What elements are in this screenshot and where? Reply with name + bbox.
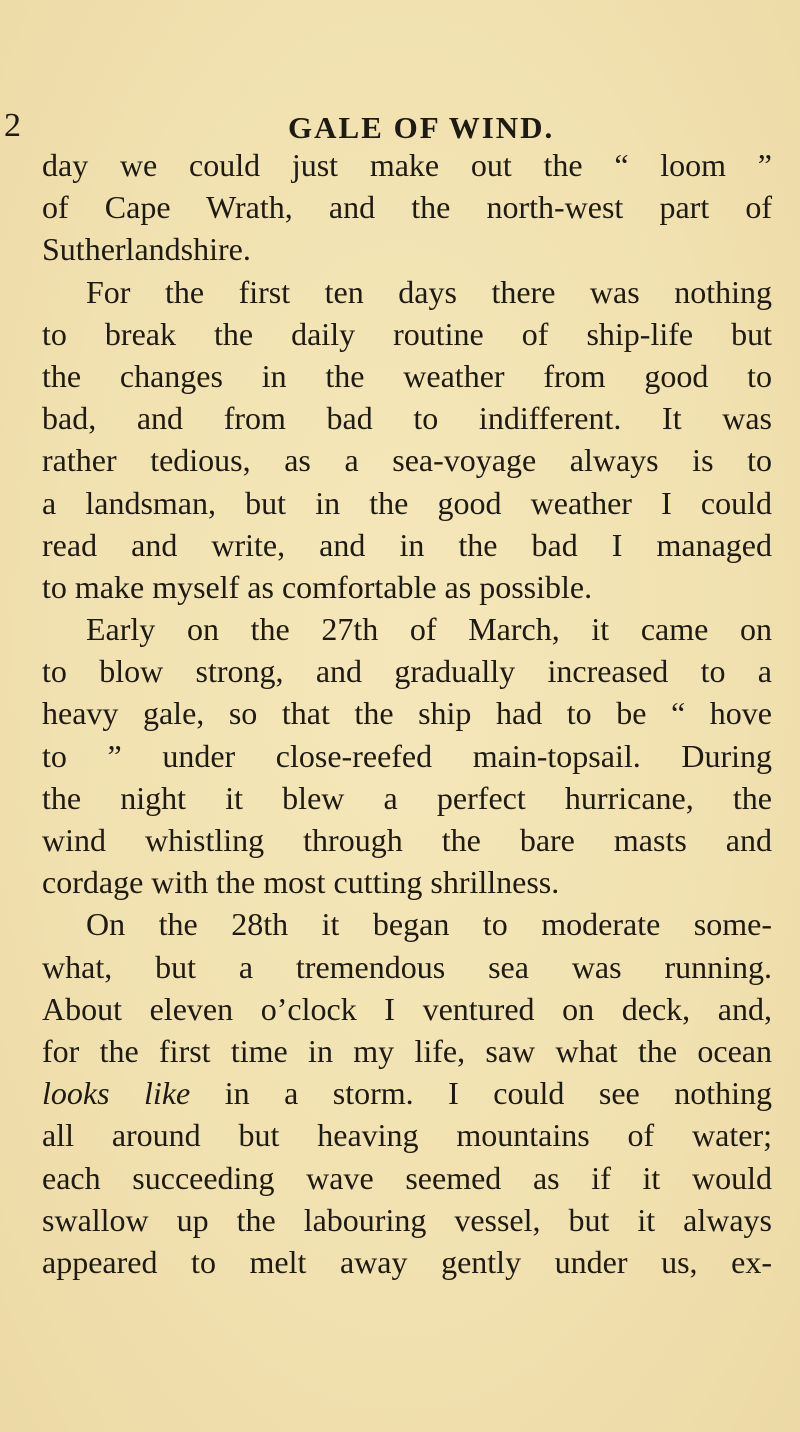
text-line: each succeeding wave seemed as if it would: [42, 1159, 772, 1196]
text-line: to make myself as comfortable as possible.: [42, 568, 593, 605]
text-line: to break the daily routine of ship-life but: [42, 315, 772, 352]
text-line: what, but a tremendous sea was running.: [42, 948, 772, 985]
text-line: for the first time in my life, saw what the ocean: [42, 1032, 772, 1069]
text-line-with-italic: [42, 1072, 772, 1114]
text-line: On the 28th it began to moderate some-: [86, 906, 772, 943]
running-head: GALE OF WIND.: [288, 110, 555, 145]
text-line: appeared to melt away gently under us, ex-: [42, 1243, 772, 1280]
text-line: the changes in the weather from good to: [42, 357, 772, 394]
text-line: the night it blew a perfect hurricane, the: [42, 779, 772, 816]
text-line: swallow up the labouring vessel, but it always: [42, 1201, 772, 1238]
text-line: wind whistling through the bare masts and: [42, 822, 772, 858]
text-line: to ” under close-reefed main-topsail. During: [42, 737, 772, 774]
text-line: read and write, and in the bad I managed: [42, 526, 772, 563]
text-line: About eleven o’clock I ventured on deck, and,: [42, 990, 772, 1027]
text-line: a landsman, but in the good weather I could: [42, 484, 772, 521]
text-line: to blow strong, and gradually increased to a: [42, 653, 772, 690]
page-number: 2: [4, 107, 21, 144]
text-line: day we could just make out the “ loom ”: [42, 147, 772, 183]
text-line: cordage with the most cutting shrillness.: [42, 864, 560, 901]
body-text: [42, 144, 772, 1283]
page-header: [0, 108, 800, 144]
italic-phrase: looks like: [42, 1075, 191, 1112]
text-line: heavy gale, so that the ship had to be “ hove: [42, 695, 772, 732]
text-line: all around but heaving mountains of water;: [42, 1117, 772, 1154]
text-line: bad, and from bad to indifferent. It was: [42, 400, 772, 437]
text-fragment: in a storm. I could see nothing: [190, 1075, 773, 1112]
text-line: of Cape Wrath, and the north-west part of: [42, 189, 772, 226]
text-line: rather tedious, as a sea-voyage always is to: [42, 442, 772, 479]
text-line: Sutherlandshire.: [42, 231, 251, 268]
text-line: Early on the 27th of March, it came on: [86, 611, 772, 648]
text-line: For the first ten days there was nothing: [86, 273, 772, 310]
